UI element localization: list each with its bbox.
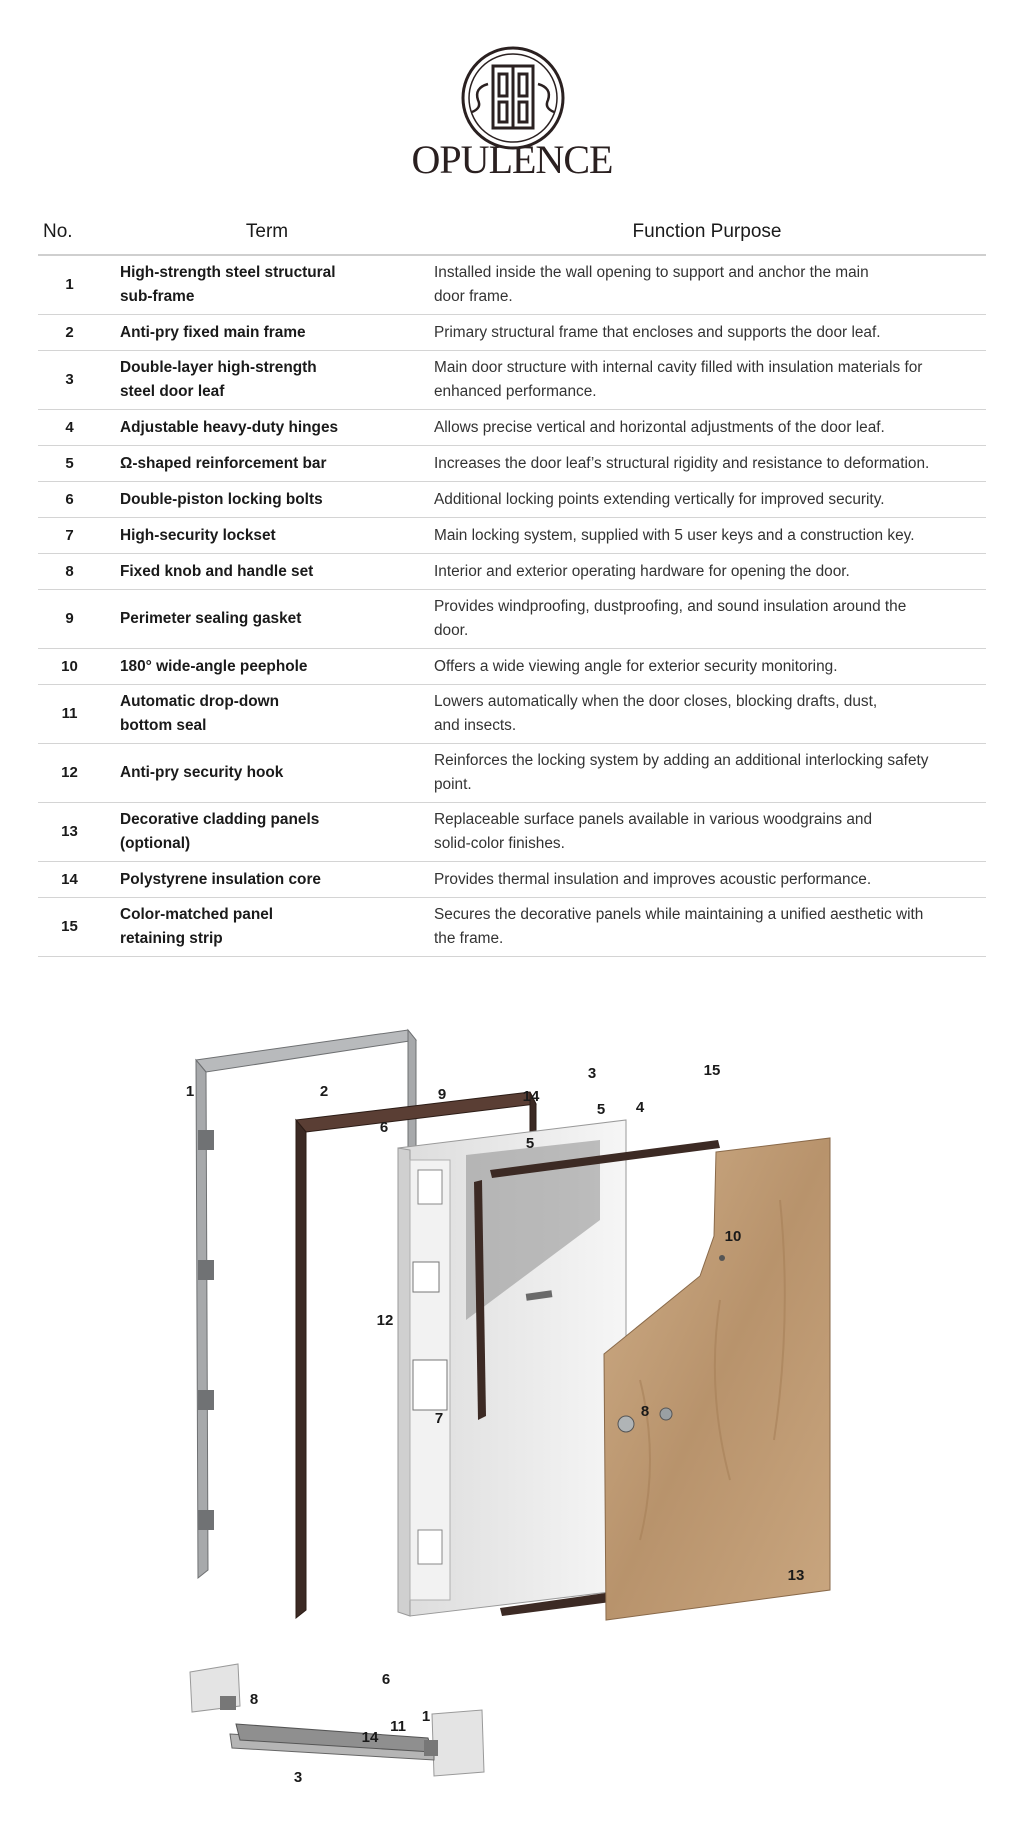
function-cell-line: door frame. (434, 288, 513, 305)
term-cell-line: bottom seal (120, 717, 207, 734)
row-number: 7 (38, 518, 106, 554)
term-cell (106, 862, 428, 898)
term-cell (106, 649, 428, 685)
row-number: 3 (38, 351, 106, 410)
function-cell-line: Reinforces the locking system by adding an additional interlocking safety (434, 752, 929, 769)
table-row (38, 744, 986, 803)
section-callout: 8 (249, 1691, 259, 1708)
function-cell (428, 482, 986, 518)
function-cell (428, 410, 986, 446)
diagram-callout: 11 (390, 1718, 406, 1735)
diagram-callout: 15 (703, 1062, 721, 1079)
term-cell-line: 180° wide-angle peephole (120, 657, 308, 675)
table-row (38, 518, 986, 554)
term-cell-line: Automatic drop-down (120, 693, 280, 710)
table-row (38, 554, 986, 590)
term-cell-line: (optional) (120, 835, 191, 852)
function-cell (428, 685, 986, 744)
term-cell (106, 351, 428, 410)
term-cell (106, 518, 428, 554)
table-row (38, 482, 986, 518)
term-cell-line: Fixed knob and handle set (120, 562, 314, 580)
function-cell-line: door. (434, 622, 469, 639)
row-number: 10 (38, 649, 106, 685)
function-cell (428, 255, 986, 315)
cross-section-inset (190, 1664, 484, 1776)
function-cell (428, 590, 986, 649)
function-cell-line: Lowers automatically when the door closes, blocking drafts, dust, (434, 693, 878, 710)
diagram-callout: 7 (434, 1410, 444, 1427)
table-row (38, 898, 986, 957)
diagram-callout: 9 (437, 1086, 447, 1103)
table-row (38, 410, 986, 446)
function-cell (428, 862, 986, 898)
steel-door-leaf (398, 1120, 626, 1616)
function-cell-line: Replaceable surface panels available in various woodgrains and (434, 811, 873, 828)
term-cell-line: Anti-pry fixed main frame (120, 323, 306, 341)
term-cell (106, 315, 428, 351)
function-cell (428, 898, 986, 957)
diagram-callout: 12 (376, 1312, 394, 1329)
function-cell-line: Offers a wide viewing angle for exterior security monitoring. (434, 657, 838, 675)
term-cell-line: sub-frame (120, 288, 195, 305)
function-cell-line: Provides thermal insulation and improves acoustic performance. (434, 870, 872, 888)
column-header-no: No. (38, 210, 106, 255)
diagram-callout: 2 (319, 1083, 329, 1100)
table-row (38, 315, 986, 351)
diagram-callout: 14 (522, 1088, 540, 1105)
function-cell (428, 315, 986, 351)
term-cell-line: Anti-pry security hook (120, 764, 284, 781)
row-number: 6 (38, 482, 106, 518)
table-row (38, 255, 986, 315)
function-cell-line: enhanced performance. (434, 383, 597, 400)
table-row (38, 446, 986, 482)
function-cell (428, 803, 986, 862)
function-cell-line: Main locking system, supplied with 5 user keys and a construction key. (434, 526, 915, 544)
row-number: 1 (38, 255, 106, 315)
term-cell (106, 554, 428, 590)
table-header-row (38, 210, 986, 255)
term-cell-line: steel door leaf (120, 383, 225, 400)
function-cell (428, 649, 986, 685)
row-number: 8 (38, 554, 106, 590)
function-cell-line: the frame. (434, 930, 504, 947)
diagram-callout: 10 (724, 1228, 742, 1245)
term-cell-line: Polystyrene insulation core (120, 870, 321, 888)
function-cell-line: Main door structure with internal cavity filled with insulation materials for (434, 359, 923, 376)
function-cell (428, 554, 986, 590)
table-row (38, 685, 986, 744)
function-cell-line: point. (434, 776, 472, 793)
function-cell (428, 351, 986, 410)
term-cell (106, 482, 428, 518)
term-cell-line: Adjustable heavy-duty hinges (120, 418, 339, 436)
term-cell (106, 255, 428, 315)
table-row (38, 351, 986, 410)
row-number: 4 (38, 410, 106, 446)
term-cell-line: High-security lockset (120, 526, 276, 544)
function-cell-line: Primary structural frame that encloses and supports the door leaf. (434, 323, 881, 341)
term-cell (106, 803, 428, 862)
column-header-term: Term (106, 210, 428, 255)
term-cell (106, 685, 428, 744)
row-number: 15 (38, 898, 106, 957)
term-cell-line: retaining strip (120, 930, 223, 947)
term-cell (106, 744, 428, 803)
diagram-callout: 5 (596, 1101, 606, 1118)
section-callout: 1 (421, 1708, 431, 1725)
row-number: 11 (38, 685, 106, 744)
parts-table (38, 210, 986, 957)
term-cell (106, 898, 428, 957)
column-header-function: Function Purpose (428, 210, 986, 255)
term-cell-line: Color-matched panel (120, 906, 274, 923)
diagram-callout: 4 (635, 1099, 645, 1116)
term-cell-line: Decorative cladding panels (120, 811, 320, 828)
function-cell-line: Interior and exterior operating hardware for opening the door. (434, 562, 850, 580)
function-cell-line: Installed inside the wall opening to support and anchor the main (434, 264, 869, 281)
diagram-callout: 8 (640, 1403, 650, 1420)
table-row (38, 590, 986, 649)
section-callout: 14 (361, 1729, 379, 1746)
term-cell-line: High-strength steel structural (120, 264, 336, 281)
function-cell-line: and insects. (434, 717, 517, 734)
term-cell-line: Ω-shaped reinforcement bar (120, 454, 327, 472)
function-cell (428, 518, 986, 554)
row-number: 2 (38, 315, 106, 351)
function-cell (428, 446, 986, 482)
row-number: 12 (38, 744, 106, 803)
function-cell-line: Allows precise vertical and horizontal adjustments of the door leaf. (434, 418, 885, 436)
diagram-callout: 13 (787, 1567, 805, 1584)
table-row (38, 803, 986, 862)
diagram-callout: 6 (379, 1119, 389, 1136)
function-cell-line: Increases the door leaf’s structural rigidity and resistance to deformation. (434, 454, 930, 472)
term-cell-line: Double-layer high-strength (120, 359, 317, 376)
term-cell-line: Perimeter sealing gasket (120, 610, 302, 627)
function-cell (428, 744, 986, 803)
row-number: 13 (38, 803, 106, 862)
function-cell-line: Secures the decorative panels while maintaining a unified aesthetic with (434, 906, 924, 923)
diagram-callout: 3 (587, 1065, 597, 1082)
section-callout: 3 (293, 1769, 303, 1786)
function-cell-line: Additional locking points extending vertically for improved security. (434, 490, 885, 508)
table-row (38, 862, 986, 898)
diagram-callout: 1 (185, 1083, 195, 1100)
decorative-cladding-panel (604, 1138, 830, 1620)
term-cell (106, 410, 428, 446)
exploded-door-diagram (0, 1000, 1024, 1846)
diagram-callout: 6 (381, 1671, 391, 1688)
row-number: 14 (38, 862, 106, 898)
row-number: 9 (38, 590, 106, 649)
table-row (38, 649, 986, 685)
function-cell-line: Provides windproofing, dustproofing, and sound insulation around the (434, 598, 907, 615)
row-number: 5 (38, 446, 106, 482)
term-cell (106, 446, 428, 482)
function-cell-line: solid-color finishes. (434, 835, 565, 852)
term-cell (106, 590, 428, 649)
brand-wordmark: OPULENCE (411, 137, 613, 182)
diagram-callout: 5 (525, 1135, 535, 1152)
term-cell-line: Double-piston locking bolts (120, 490, 323, 508)
